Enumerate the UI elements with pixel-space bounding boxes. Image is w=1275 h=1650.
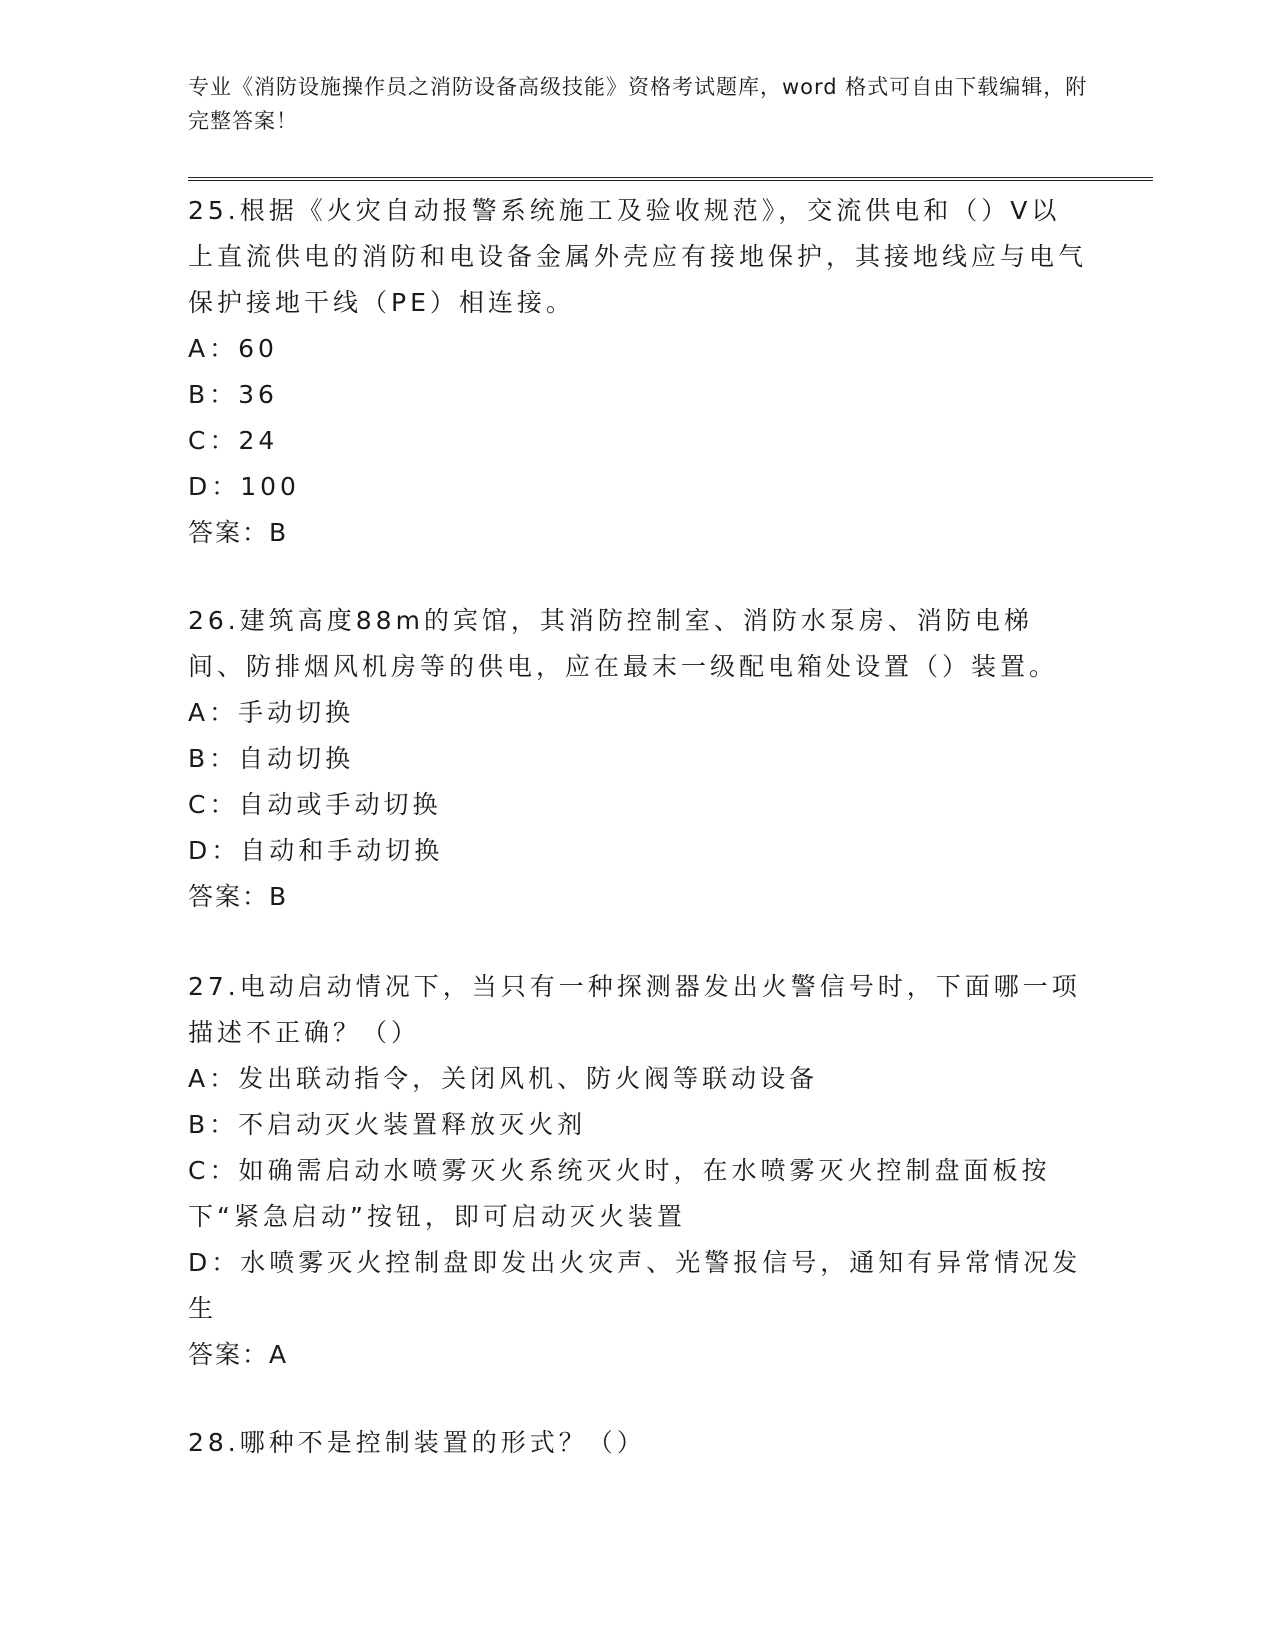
option-d: D：100 bbox=[188, 472, 300, 501]
answer: 答案：B bbox=[188, 518, 289, 547]
option-b: B：不启动灭火装置释放灭火剂 bbox=[188, 1110, 587, 1139]
answer: 答案：A bbox=[188, 1340, 289, 1369]
answer: 答案：B bbox=[188, 882, 289, 911]
option-a: A：手动切换 bbox=[188, 698, 355, 727]
question-25 bbox=[188, 188, 1088, 556]
option-b: B：36 bbox=[188, 380, 278, 409]
question-stem: 27.电动启动情况下，当只有一种探测器发出火警信号时，下面哪一项描述不正确？（） bbox=[188, 972, 1081, 1047]
header-divider bbox=[188, 177, 1153, 181]
question-stem: 28.哪种不是控制装置的形式？（） bbox=[188, 1428, 646, 1457]
question-26 bbox=[188, 598, 1088, 920]
option-d: D：水喷雾灭火控制盘即发出火灾声、光警报信号，通知有异常情况发生 bbox=[188, 1248, 1082, 1323]
option-b: B：自动切换 bbox=[188, 744, 355, 773]
option-a: A：60 bbox=[188, 334, 278, 363]
option-c: C：如确需启动水喷雾灭火系统灭火时，在水喷雾灭火控制盘面板按下“紧急启动”按钮，即可启动灭火装置 bbox=[188, 1156, 1051, 1231]
option-d: D：自动和手动切换 bbox=[188, 836, 444, 865]
option-c: C：自动或手动切换 bbox=[188, 790, 442, 819]
question-28 bbox=[188, 1420, 1088, 1466]
question-27 bbox=[188, 964, 1088, 1378]
option-c: C：24 bbox=[188, 426, 279, 455]
document-header: 专业《消防设施操作员之消防设备高级技能》资格考试题库，word 格式可自由下载编辑，附完整答案！ bbox=[188, 75, 1088, 133]
question-stem: 25.根据《火灾自动报警系统施工及验收规范》，交流供电和（）V以上直流供电的消防和电设备金属外壳应有接地保护，其接地线应与电气保护接地干线（PE）相连接。 bbox=[188, 196, 1088, 317]
question-stem: 26.建筑高度88m的宾馆，其消防控制室、消防水泵房、消防电梯间、防排烟风机房等的供电，应在最末一级配电箱处设置（）装置。 bbox=[188, 606, 1059, 681]
option-a: A：发出联动指令，关闭风机、防火阀等联动设备 bbox=[188, 1064, 819, 1093]
